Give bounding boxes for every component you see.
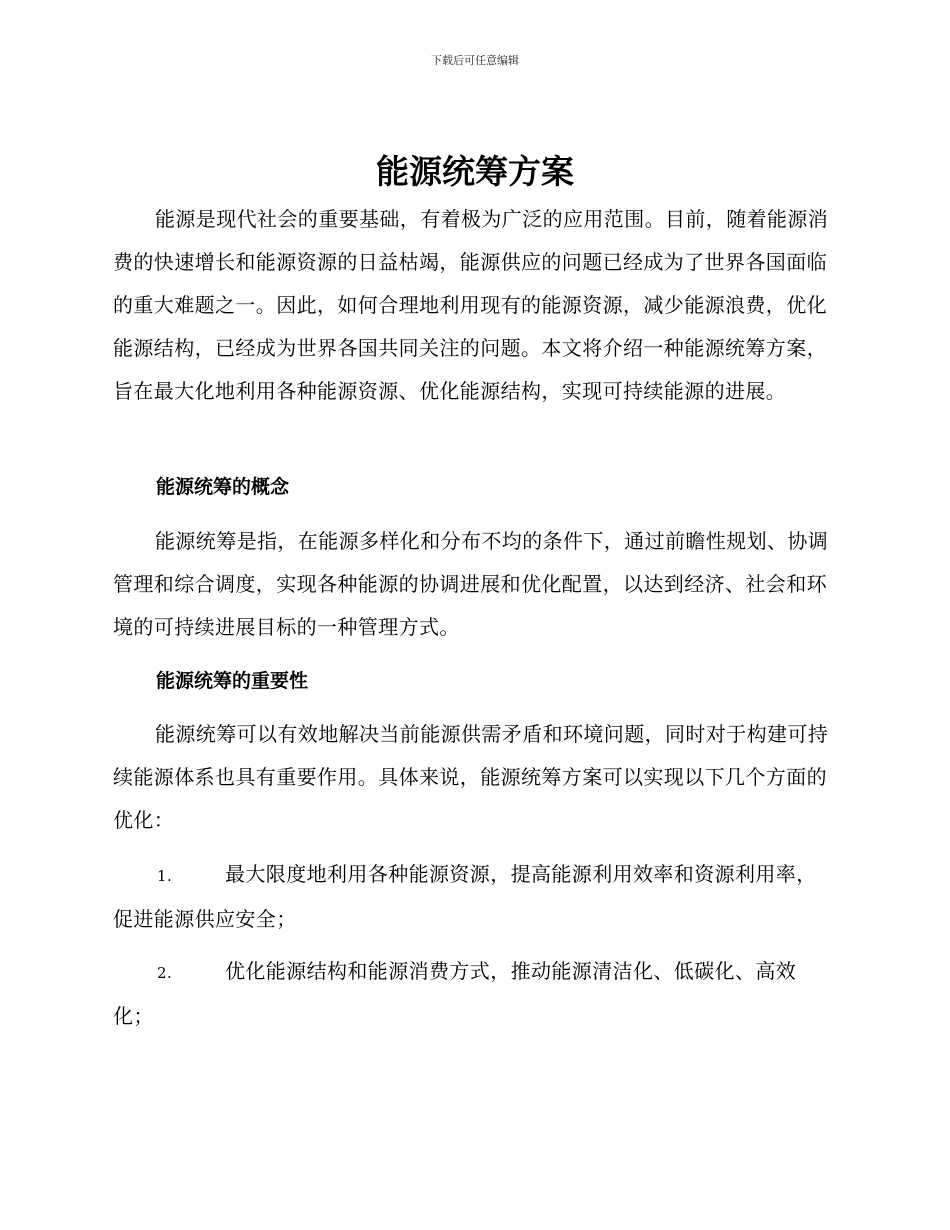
section-heading-importance: 能源统筹的重要性 bbox=[156, 670, 309, 692]
section-paragraph-importance: 能源统筹可以有效地解决当前能源供需矛盾和环境问题，同时对于构建可持续能源体系也具有重要作用。具体来说，能源统筹方案可以实现以下几个方面的优化： bbox=[113, 722, 829, 832]
list-item bbox=[113, 950, 831, 1038]
header-note: 下载后可任意编辑 bbox=[431, 54, 519, 67]
section-paragraph-concept: 能源统筹是指，在能源多样化和分布不均的条件下，通过前瞻性规划、协调管理和综合调度，实现各种能源的协调进展和优化配置，以达到经济、社会和环境的可持续进展目标的一种管理方式。 bbox=[113, 529, 829, 639]
section-heading-concept: 能源统筹的概念 bbox=[156, 476, 290, 498]
list-item-text: 优化能源结构和能源消费方式，推动能源清洁化、低碳化、高效化； bbox=[113, 959, 797, 1028]
list-item bbox=[113, 853, 831, 941]
list-item-text: 最大限度地利用各种能源资源，提高能源利用效率和资源利用率，促进能源供应安全； bbox=[113, 862, 817, 931]
list-item-number: 2. bbox=[157, 964, 173, 982]
list-item-number: 1. bbox=[157, 867, 173, 885]
document-title: 能源统筹方案 bbox=[376, 152, 574, 191]
intro-paragraph: 能源是现代社会的重要基础，有着极为广泛的应用范围。目前，随着能源消费的快速增长和能源资源的日益枯竭，能源供应的问题已经成为了世界各国面临的重大难题之一。因此，如何合理地利用现有的能源资源，减少能源浪费，优化能源结构，已经成为世界各国共同关注的问题。本文将介绍一种能源统筹方案，旨在最大化地利用各种能源资源、优化能源结构，实现可持续能源的进展。 bbox=[113, 207, 829, 403]
